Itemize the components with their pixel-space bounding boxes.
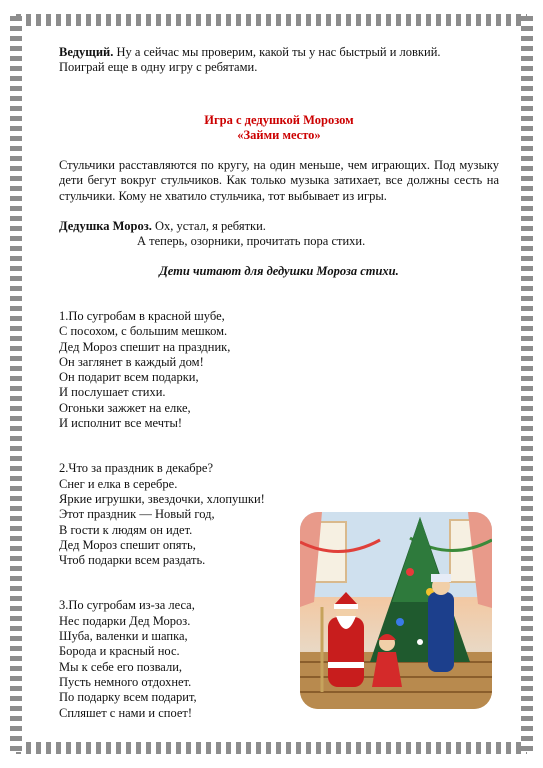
poem-line: Дед Мороз спешит опять, xyxy=(59,537,196,552)
poem-line: 1.По сугробам в красной шубе, xyxy=(59,308,225,323)
poem-line: Шуба, валенки и шапка, xyxy=(59,629,188,644)
poem-line: Он заглянет в каждый дом! xyxy=(59,354,204,369)
leader-text-1: Ну а сейчас мы проверим, какой ты у нас быстрый и ловкий. xyxy=(113,45,441,59)
leader-line-1 xyxy=(59,45,499,60)
game-title: Игра с дедушкой Морозом xyxy=(204,112,354,127)
grandpa-speaker: Дедушка Мороз. xyxy=(59,219,152,234)
poem-line: Чтоб подарки всем раздать. xyxy=(59,553,206,568)
poem-line: 2.Что за праздник в декабре? xyxy=(59,461,213,476)
poem-line: И послушает стихи. xyxy=(59,385,166,400)
poem-line: Борода и красный нос. xyxy=(59,644,180,659)
poem-line: И исполнит все мечты! xyxy=(59,416,183,431)
game-description: Стульчики расставляются по кругу, на один меньше, чем играющих. Под музыку дети бегут вокруг стульчиков. Как только музыка затихает, все должны сесть на стульчики. Кому не хватило стульчика, тот выбывает из игры. xyxy=(59,158,499,203)
leader-speaker: Ведущий. xyxy=(59,45,114,59)
poem-line: Этот праздник — Новый год, xyxy=(59,507,215,522)
grandpa-line-2: А теперь, озорники, прочитать пора стихи. xyxy=(137,234,366,249)
poem-line: 3.По сугробам из-за леса, xyxy=(59,598,195,613)
poem-line: Огоньки зажжет на елке, xyxy=(59,400,191,415)
poem-line: Мы к себе его позвали, xyxy=(59,659,183,674)
grandpa-line-1 xyxy=(59,219,499,234)
page-border-right xyxy=(521,16,533,752)
grandpa-text-1: Ох, устал, я ребятки. xyxy=(151,219,266,234)
poem-line: Нес подарки Дед Мороз. xyxy=(59,613,191,628)
poem-1 xyxy=(59,309,499,431)
game-subtitle: «Займи место» xyxy=(237,127,321,142)
leader-line-2: Поиграй еще в одну игру с ребятами. xyxy=(59,60,258,75)
poem-line: Дед Мороз спешит на праздник, xyxy=(59,339,231,354)
poem-line: Яркие игрушки, звездочки, хлопушки! xyxy=(59,491,265,506)
poem-line: С посохом, с большим мешком. xyxy=(59,324,228,339)
page-border-bottom xyxy=(16,742,527,754)
page-border-top xyxy=(16,14,527,26)
poems-heading: Дети читают для дедушки Мороза стихи. xyxy=(159,263,399,278)
poem-line: Снег и елка в серебре. xyxy=(59,476,178,491)
poem-line: Спляшет с нами и споет! xyxy=(59,705,193,720)
page-border-left xyxy=(10,16,22,752)
photo-illustration xyxy=(300,512,492,709)
poem-line: Он подарит всем подарки, xyxy=(59,370,199,385)
poem-line: В гости к людям он идет. xyxy=(59,522,193,537)
poem-line: По подарку всем подарит, xyxy=(59,690,197,705)
santa-and-child-photo xyxy=(300,512,492,709)
poem-line: Пусть немного отдохнет. xyxy=(59,674,192,689)
